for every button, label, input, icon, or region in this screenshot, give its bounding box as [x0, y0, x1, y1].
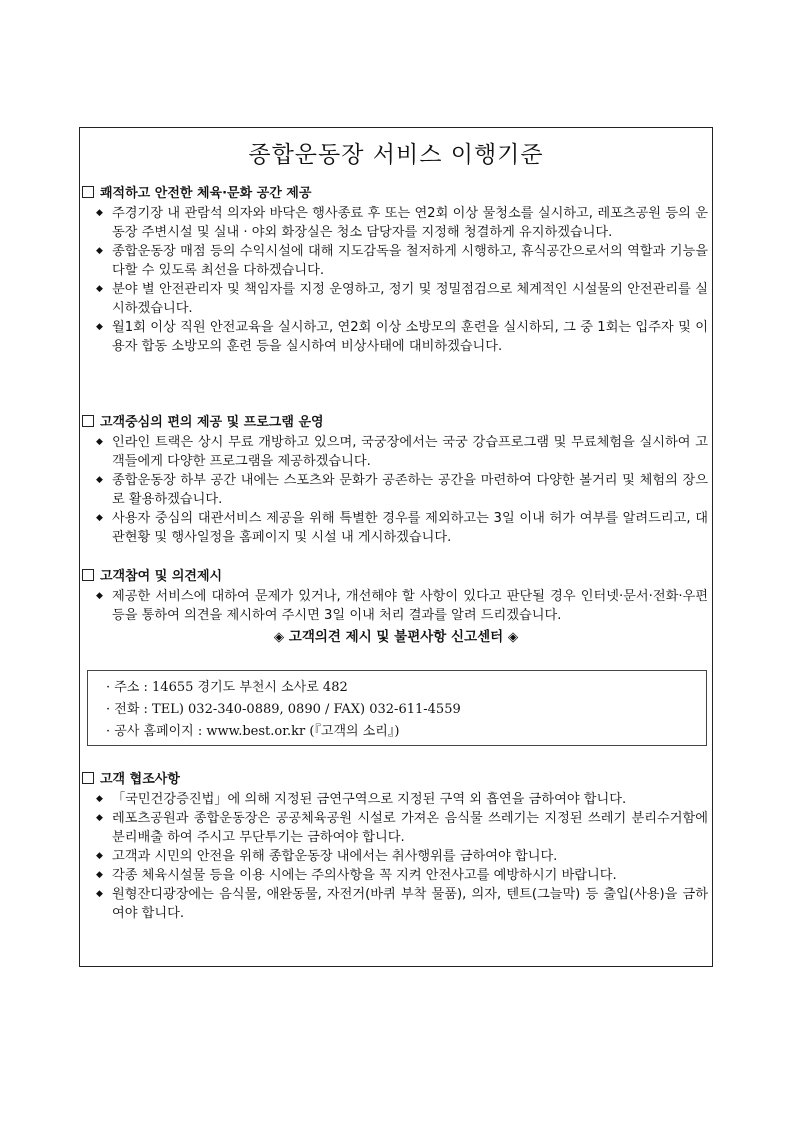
list-item: ◆ 레포츠공원과 종합운동장은 공공체육공원 시설로 가져온 음식물 쓰레기는 지정된 쓰레기 분리수거함에 분리배출 하여 주시고 무단투기는 금하여야 합니다. — [96, 811, 708, 845]
section-feedback — [82, 568, 710, 647]
list-item: ◆ 「국민건강증진법」에 의해 지정된 금연구역으로 지정된 구역 외 흡연을 금하여야 합니다. — [96, 792, 627, 807]
section-programs — [82, 414, 710, 547]
list-item: ◆ 원형잔디광장에는 음식물, 애완동물, 자전거(바퀴 부착 물품), 의자, 텐트(그늘막) 등 출입(사용)을 금하여야 합니다. — [96, 887, 708, 921]
section-heading: 고객 협조사항 — [82, 771, 710, 790]
section-heading: 고객참여 및 의견제시 — [82, 568, 710, 587]
list-item: ◆ 분야 별 안전관리자 및 책임자를 지정 운영하고, 정기 및 정밀점검으로 체계적인 시설물의 안전관리를 실시하겠습니다. — [96, 282, 708, 316]
checkbox-square-icon — [82, 415, 94, 427]
section-heading: 고객중심의 편의 제공 및 프로그램 운영 — [82, 414, 710, 433]
diamond-bullet-icon: ◆ — [96, 889, 103, 899]
contact-box — [87, 670, 707, 746]
section-cooperation — [82, 771, 710, 923]
report-center-heading: ◈ 고객의견 제시 및 불편사항 신고센터 ◈ — [273, 629, 519, 645]
service-standards-frame — [79, 127, 713, 967]
list-item: ◆ 주경기장 내 관람석 의자와 바닥은 행사종료 후 또는 연2회 이상 물청소를 실시하고, 레포츠공원 등의 운동장 주변시설 및 실내 · 야외 화장실은 청소 담당자를 지정해 청결하게 유지하겠습니다. — [96, 206, 708, 240]
diamond-bullet-icon: ◆ — [96, 208, 103, 218]
list-item: ◆ 월1회 이상 직원 안전교육을 실시하고, 연2회 이상 소방모의 훈련을 실시하되, 그 중 1회는 입주자 및 이용자 합동 소방모의 훈련 등을 실시하여 비상사태에 대비하겠습니다. — [96, 320, 708, 354]
diamond-bullet-icon: ◆ — [96, 246, 103, 256]
diamond-bullet-icon: ◆ — [96, 851, 103, 861]
diamond-bullet-icon: ◆ — [96, 513, 103, 523]
contact-homepage[interactable]: · 공사 홈페이지 : www.best.or.kr (『고객의 소리』) — [106, 724, 400, 739]
contact-phone: · 전화 : TEL) 032-340-0889, 0890 / FAX) 032-611-4559 — [106, 702, 461, 717]
checkbox-square-icon — [82, 186, 94, 198]
section-heading: 쾌적하고 안전한 체육·문화 공간 제공 — [82, 185, 710, 204]
diamond-bullet-icon: ◆ — [96, 322, 103, 332]
list-item: ◆ 종합운동장 매점 등의 수익시설에 대해 지도감독을 철저하게 시행하고, 휴식공간으로서의 역할과 기능을 다할 수 있도록 최선을 다하겠습니다. — [96, 244, 708, 278]
checkbox-square-icon — [82, 569, 94, 581]
diamond-bullet-icon: ◆ — [96, 475, 103, 485]
diamond-bullet-icon: ◆ — [96, 870, 103, 880]
diamond-bullet-icon: ◆ — [96, 437, 103, 447]
list-item: ◆ 인라인 트랙은 상시 무료 개방하고 있으며, 국궁장에서는 국궁 강습프로그램 및 무료체험을 실시하여 고객들에게 다양한 프로그램을 제공하겠습니다. — [96, 435, 708, 469]
section-facility — [82, 185, 710, 356]
list-item: ◆ 고객과 시민의 안전을 위해 종합운동장 내에서는 취사행위를 금하여야 합니다. — [96, 849, 558, 864]
contact-address: · 주소 : 14655 경기도 부천시 소사로 482 — [106, 680, 348, 695]
diamond-bullet-icon: ◆ — [96, 591, 103, 601]
diamond-bullet-icon: ◆ — [96, 284, 103, 294]
list-item: ◆ 각종 체육시설물 등을 이용 시에는 주의사항을 꼭 지켜 안전사고를 예방하시기 바랍니다. — [96, 868, 617, 883]
checkbox-square-icon — [82, 772, 94, 784]
diamond-bullet-icon: ◆ — [96, 794, 103, 804]
list-item: ◆ 제공한 서비스에 대하여 문제가 있거나, 개선해야 할 사항이 있다고 판단될 경우 인터넷·문서·전화·우편 등을 통하여 의견을 제시하여 주시면 3일 이내 처리 결과를 알려 드리겠습니다. — [96, 589, 708, 623]
page-title: 종합운동장 서비스 이행기준 — [248, 142, 544, 168]
diamond-bullet-icon: ◆ — [96, 813, 103, 823]
list-item: ◆ 사용자 중심의 대관서비스 제공을 위해 특별한 경우를 제외하고는 3일 이내 허가 여부를 알려드리고, 대관현황 및 행사일정을 홈페이지 및 시설 내 게시하겠습니다. — [96, 511, 708, 545]
list-item: ◆ 종합운동장 하부 공간 내에는 스포츠와 문화가 공존하는 공간을 마련하여 다양한 볼거리 및 체험의 장으로 활용하겠습니다. — [96, 473, 708, 507]
